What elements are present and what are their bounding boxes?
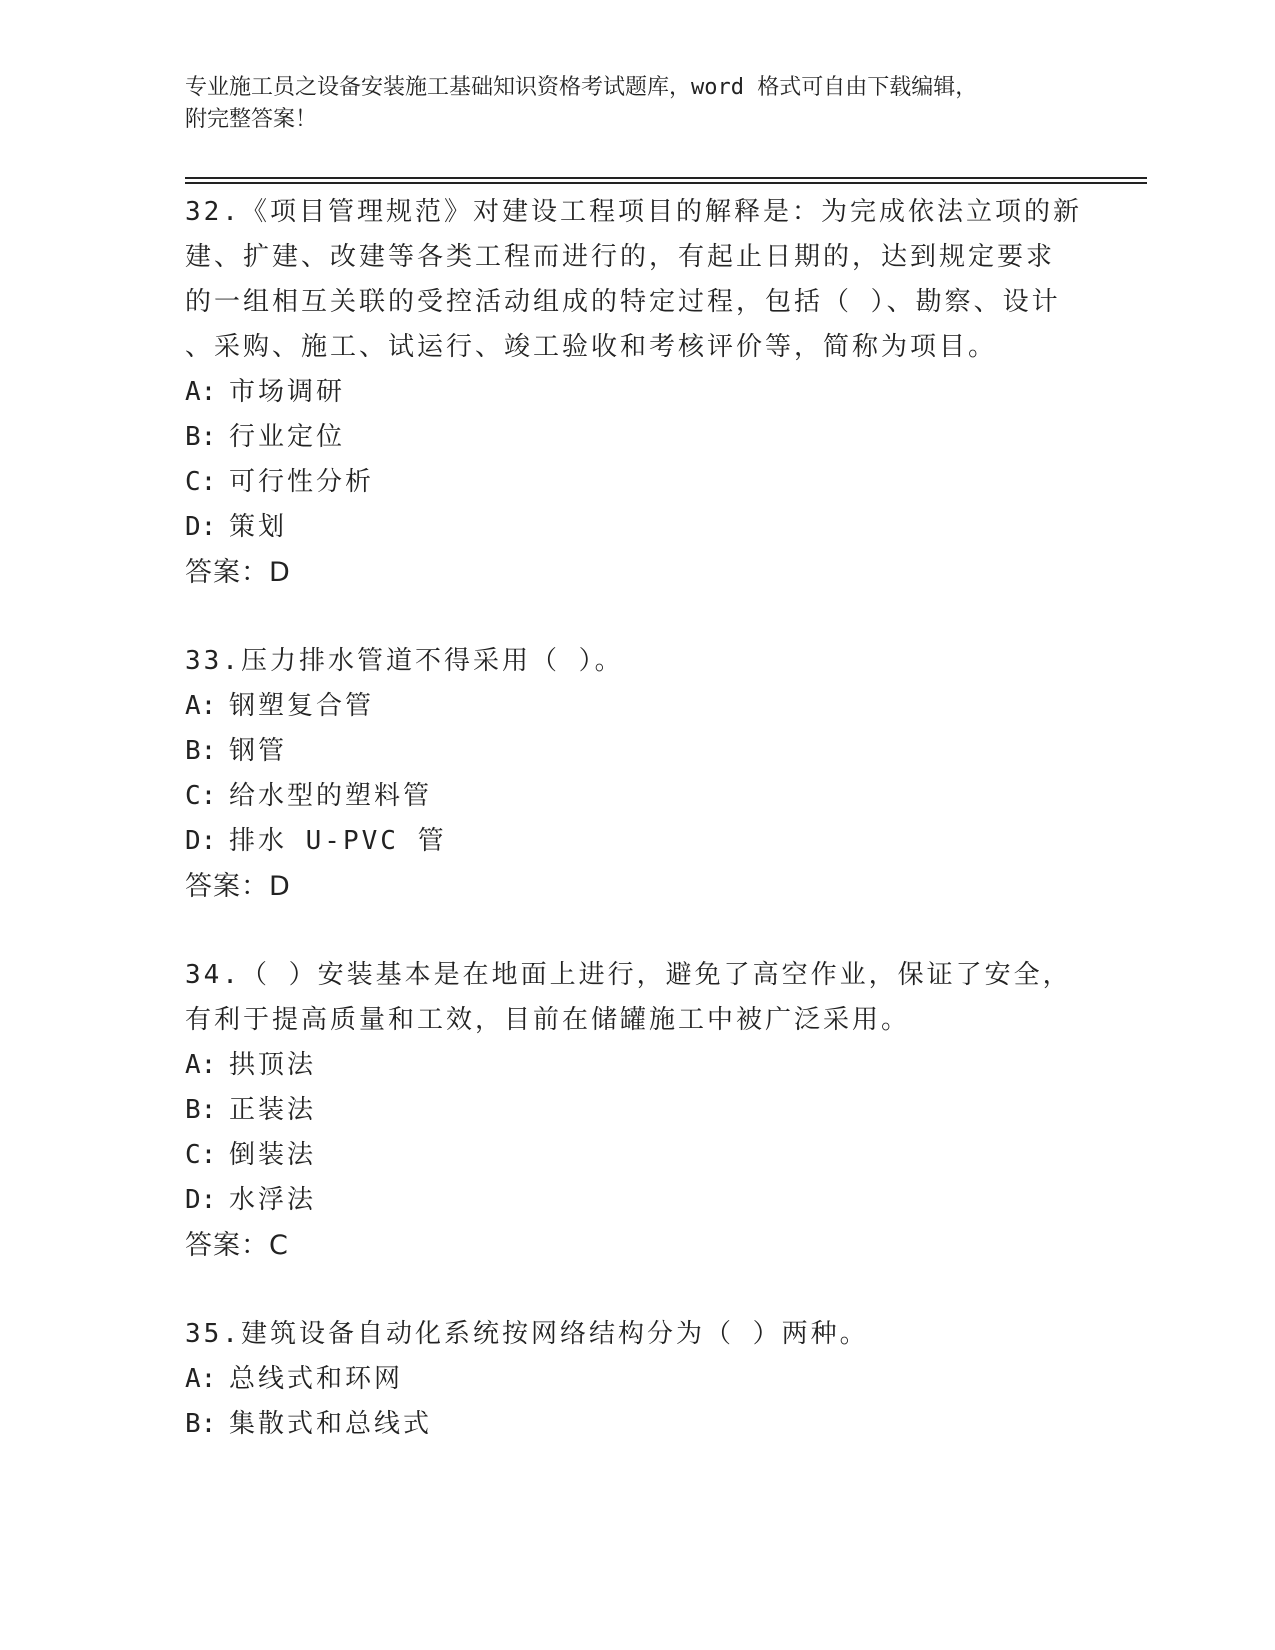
option-letter: D: <box>185 826 217 856</box>
option-c <box>185 1133 1085 1178</box>
option-letter: B: <box>185 736 217 766</box>
option-text: 水浮法 <box>229 1185 317 1215</box>
option-letter: A: <box>185 691 217 721</box>
option-c <box>185 774 1085 819</box>
option-d <box>185 819 1085 864</box>
question-stem-line: 、采购、施工、试运行、竣工验收和考核评价等，简称为项目。 <box>185 332 998 362</box>
question-stem-line: 32.《项目管理规范》对建设工程项目的解释是：为完成依法立项的新 <box>185 197 1082 227</box>
option-text: 拱顶法 <box>229 1050 317 1080</box>
header-divider-top <box>185 177 1147 179</box>
option-letter: A: <box>185 1364 217 1394</box>
question-stem-line: 34.（ ）安装基本是在地面上进行，避免了高空作业，保证了安全， <box>185 960 1072 990</box>
option-b <box>185 1402 1085 1447</box>
question-35 <box>185 1312 1085 1447</box>
option-a <box>185 1357 1085 1402</box>
option-d <box>185 505 1085 550</box>
option-letter: C: <box>185 1140 217 1170</box>
option-text: 可行性分析 <box>229 467 375 497</box>
option-text: 排水 U-PVC 管 <box>229 826 447 856</box>
option-letter: D: <box>185 1185 217 1215</box>
option-letter: C: <box>185 467 217 497</box>
question-stem-line: 建、扩建、改建等各类工程而进行的，有起止日期的，达到规定要求 <box>185 242 1056 272</box>
option-letter: A: <box>185 1050 217 1080</box>
option-text: 钢管 <box>229 736 288 766</box>
option-a <box>185 684 1085 729</box>
header-line-1: 专业施工员之设备安装施工基础知识资格考试题库，word 格式可自由下载编辑， <box>185 75 978 100</box>
option-text: 给水型的塑料管 <box>229 781 433 811</box>
question-33 <box>185 639 1085 909</box>
header-line-2: 附完整答案！ <box>185 107 318 132</box>
option-d <box>185 1178 1085 1223</box>
question-34 <box>185 953 1085 1268</box>
option-a <box>185 1043 1085 1088</box>
option-b <box>185 1088 1085 1133</box>
question-spacer <box>185 909 1085 953</box>
option-a <box>185 370 1085 415</box>
option-letter: B: <box>185 1095 217 1125</box>
question-spacer <box>185 1268 1085 1312</box>
option-letter: C: <box>185 781 217 811</box>
option-text: 钢塑复合管 <box>229 691 375 721</box>
question-list <box>185 190 1085 1447</box>
option-text: 正装法 <box>229 1095 317 1125</box>
option-letter: A: <box>185 377 217 407</box>
answer-line: 答案：C <box>185 1230 289 1261</box>
answer-line: 答案：D <box>185 871 291 902</box>
option-text: 集散式和总线式 <box>229 1409 433 1439</box>
option-letter: D: <box>185 512 217 542</box>
question-32 <box>185 190 1085 595</box>
option-text: 总线式和环网 <box>229 1364 404 1394</box>
option-b <box>185 415 1085 460</box>
header-divider-bottom <box>185 182 1147 184</box>
option-b <box>185 729 1085 774</box>
document-header <box>185 72 1065 136</box>
question-spacer <box>185 595 1085 639</box>
option-text: 行业定位 <box>229 422 346 452</box>
question-stem-line: 的一组相互关联的受控活动组成的特定过程，包括（ ）、勘察、设计 <box>185 287 1061 317</box>
option-c <box>185 460 1085 505</box>
question-stem-line: 有利于提高质量和工效，目前在储罐施工中被广泛采用。 <box>185 1005 911 1035</box>
option-letter: B: <box>185 1409 217 1439</box>
option-letter: B: <box>185 422 217 452</box>
question-stem-line: 35.建筑设备自动化系统按网络结构分为（ ）两种。 <box>185 1319 869 1349</box>
option-text: 策划 <box>229 512 288 542</box>
question-stem-line: 33.压力排水管道不得采用（ ）。 <box>185 646 624 676</box>
option-text: 倒装法 <box>229 1140 317 1170</box>
option-text: 市场调研 <box>229 377 346 407</box>
answer-line: 答案：D <box>185 557 291 588</box>
